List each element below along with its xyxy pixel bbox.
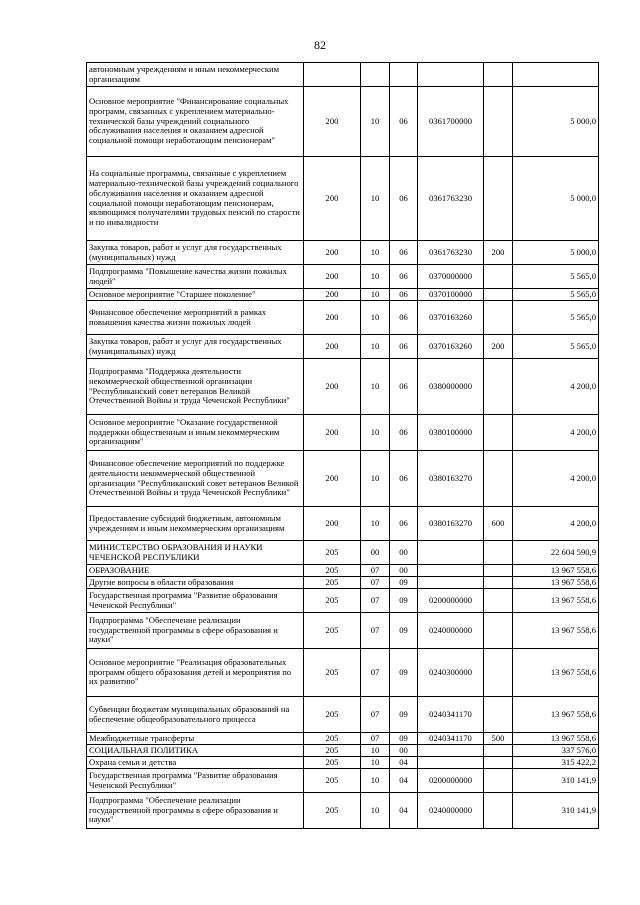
cell-ved: 205 xyxy=(304,793,361,829)
cell-sum: 315 422,2 xyxy=(513,757,599,769)
table-row xyxy=(87,335,599,359)
cell-rz: 10 xyxy=(361,301,390,335)
cell-name: ОБРАЗОВАНИЕ xyxy=(87,565,304,577)
cell-sum: 5 000,0 xyxy=(513,241,599,265)
page-number: 82 xyxy=(314,38,326,52)
cell-sum: 13 967 558,6 xyxy=(513,577,599,589)
cell-csr: 0370163260 xyxy=(418,335,484,359)
cell-ved: 205 xyxy=(304,577,361,589)
cell-name: Подпрограмма "Поддержка деятельности некоммерческой общественной организации "Республиканский совет ветеранов Великой Отечественной Войны и труда Чеченской Республики" xyxy=(87,359,304,415)
cell-sum: 5 000,0 xyxy=(513,157,599,241)
cell-name: Подпрограмма "Повышение качества жизни пожилых людей" xyxy=(87,265,304,289)
cell-vr xyxy=(484,87,513,157)
cell-vr xyxy=(484,769,513,793)
table-row xyxy=(87,241,599,265)
cell-ved: 205 xyxy=(304,649,361,697)
cell-csr: 0361700000 xyxy=(418,87,484,157)
cell-pr: 06 xyxy=(390,335,418,359)
table-row xyxy=(87,589,599,613)
cell-ved: 200 xyxy=(304,241,361,265)
cell-rz: 07 xyxy=(361,613,390,649)
table-row xyxy=(87,745,599,757)
table-row xyxy=(87,301,599,335)
cell-ved xyxy=(304,63,361,87)
cell-sum: 310 141,9 xyxy=(513,769,599,793)
cell-pr: 06 xyxy=(390,301,418,335)
cell-vr xyxy=(484,565,513,577)
cell-ved: 200 xyxy=(304,157,361,241)
cell-name: СОЦИАЛЬНАЯ ПОЛИТИКА xyxy=(87,745,304,757)
cell-name: Субвенции бюджетам муниципальных образований на обеспечение общеобразовательного процесса xyxy=(87,697,304,733)
cell-vr: 200 xyxy=(484,335,513,359)
cell-csr: 0361763230 xyxy=(418,157,484,241)
cell-sum: 4 200,0 xyxy=(513,415,599,451)
cell-pr: 04 xyxy=(390,793,418,829)
cell-pr: 06 xyxy=(390,157,418,241)
cell-rz: 10 xyxy=(361,415,390,451)
cell-sum: 5 565,0 xyxy=(513,289,599,301)
cell-pr: 06 xyxy=(390,87,418,157)
cell-name: Подпрограмма "Обеспечение реализации государственной программы в сфере образования и науки" xyxy=(87,793,304,829)
cell-sum: 5 565,0 xyxy=(513,301,599,335)
cell-ved: 200 xyxy=(304,301,361,335)
cell-csr xyxy=(418,565,484,577)
cell-rz xyxy=(361,63,390,87)
cell-vr xyxy=(484,157,513,241)
cell-vr xyxy=(484,589,513,613)
table-row xyxy=(87,157,599,241)
cell-name: Охрана семьи и детства xyxy=(87,757,304,769)
cell-vr xyxy=(484,289,513,301)
cell-csr: 0370000000 xyxy=(418,265,484,289)
cell-vr xyxy=(484,649,513,697)
table-row xyxy=(87,87,599,157)
cell-csr: 0240341170 xyxy=(418,733,484,745)
cell-sum: 337 576,0 xyxy=(513,745,599,757)
cell-ved: 200 xyxy=(304,335,361,359)
cell-csr: 0380000000 xyxy=(418,359,484,415)
cell-rz: 07 xyxy=(361,697,390,733)
cell-ved: 200 xyxy=(304,359,361,415)
cell-name: На социальные программы, связанные с укреплением материально-технической базы учреждений социального обслуживания населения и оказанием адресной социальной помощи неработающим пенсионерам, являющимся получателями трудовых пенсий по старости и по инвалидности xyxy=(87,157,304,241)
cell-pr: 04 xyxy=(390,769,418,793)
cell-name: Межбюджетные трансферты xyxy=(87,733,304,745)
cell-ved: 200 xyxy=(304,415,361,451)
cell-name: Финансовое обеспечение мероприятий в рамках повышения качества жизни пожилых людей xyxy=(87,301,304,335)
cell-sum: 13 967 558,6 xyxy=(513,649,599,697)
cell-pr xyxy=(390,63,418,87)
cell-sum: 4 200,0 xyxy=(513,359,599,415)
cell-pr: 06 xyxy=(390,359,418,415)
cell-ved: 200 xyxy=(304,507,361,541)
cell-pr: 09 xyxy=(390,613,418,649)
cell-ved: 205 xyxy=(304,757,361,769)
cell-rz: 07 xyxy=(361,589,390,613)
cell-ved: 200 xyxy=(304,265,361,289)
cell-rz: 10 xyxy=(361,507,390,541)
cell-name: автономным учреждениям и иным некоммерческим организациям xyxy=(87,63,304,87)
cell-name: Государственная программа "Развитие образования Чеченской Республики" xyxy=(87,769,304,793)
cell-sum: 22 604 590,9 xyxy=(513,541,599,565)
table-row xyxy=(87,359,599,415)
cell-name: Основное мероприятие "Финансирование социальных программ, связанных с укреплением материально-технической базы учреждений социального обслуживания населения и оказанием адресной социальной помощи неработающим пенсионерам" xyxy=(87,87,304,157)
cell-vr xyxy=(484,793,513,829)
cell-vr xyxy=(484,697,513,733)
table-row xyxy=(87,613,599,649)
cell-pr: 09 xyxy=(390,697,418,733)
cell-vr xyxy=(484,577,513,589)
cell-csr xyxy=(418,63,484,87)
cell-pr: 06 xyxy=(390,265,418,289)
cell-pr: 09 xyxy=(390,577,418,589)
cell-csr: 0380163270 xyxy=(418,451,484,507)
cell-pr: 06 xyxy=(390,451,418,507)
cell-csr: 0240300000 xyxy=(418,649,484,697)
table-row xyxy=(87,649,599,697)
budget-table xyxy=(86,62,599,829)
cell-pr: 04 xyxy=(390,757,418,769)
table-row xyxy=(87,415,599,451)
cell-sum: 310 141,9 xyxy=(513,793,599,829)
cell-csr xyxy=(418,577,484,589)
cell-rz: 07 xyxy=(361,577,390,589)
cell-rz: 10 xyxy=(361,745,390,757)
cell-vr: 500 xyxy=(484,733,513,745)
cell-rz: 10 xyxy=(361,289,390,301)
cell-name: Основное мероприятие "Реализация образовательных программ общего образования детей и мероприятия по их развитию" xyxy=(87,649,304,697)
cell-ved: 205 xyxy=(304,589,361,613)
cell-sum xyxy=(513,63,599,87)
cell-pr: 06 xyxy=(390,415,418,451)
cell-sum: 5 565,0 xyxy=(513,335,599,359)
cell-rz: 07 xyxy=(361,649,390,697)
cell-csr xyxy=(418,745,484,757)
cell-sum: 4 200,0 xyxy=(513,507,599,541)
cell-pr: 00 xyxy=(390,745,418,757)
cell-name: Основное мероприятие "Старшее поколение" xyxy=(87,289,304,301)
cell-csr: 0370163260 xyxy=(418,301,484,335)
table-row xyxy=(87,265,599,289)
cell-rz: 10 xyxy=(361,769,390,793)
table-row xyxy=(87,451,599,507)
table-row xyxy=(87,757,599,769)
cell-csr: 0200000000 xyxy=(418,769,484,793)
cell-pr: 09 xyxy=(390,733,418,745)
cell-csr: 0240341170 xyxy=(418,697,484,733)
cell-ved: 205 xyxy=(304,541,361,565)
cell-csr: 0200000000 xyxy=(418,589,484,613)
cell-sum: 13 967 558,6 xyxy=(513,589,599,613)
cell-pr: 09 xyxy=(390,589,418,613)
cell-pr: 09 xyxy=(390,649,418,697)
cell-sum: 13 967 558,6 xyxy=(513,733,599,745)
cell-ved: 200 xyxy=(304,451,361,507)
table-row xyxy=(87,289,599,301)
cell-name: Подпрограмма "Обеспечение реализации государственной программы в сфере образования и науки" xyxy=(87,613,304,649)
cell-rz: 10 xyxy=(361,265,390,289)
cell-vr xyxy=(484,541,513,565)
cell-pr: 06 xyxy=(390,289,418,301)
cell-csr: 0361763230 xyxy=(418,241,484,265)
cell-csr: 0380163270 xyxy=(418,507,484,541)
cell-vr xyxy=(484,265,513,289)
budget-table-body xyxy=(87,63,599,829)
cell-ved: 205 xyxy=(304,745,361,757)
cell-csr xyxy=(418,541,484,565)
cell-sum: 13 967 558,6 xyxy=(513,613,599,649)
cell-csr xyxy=(418,757,484,769)
cell-sum: 13 967 558,6 xyxy=(513,565,599,577)
cell-rz: 10 xyxy=(361,335,390,359)
cell-name: Закупка товаров, работ и услуг для государственных (муниципальных) нужд xyxy=(87,335,304,359)
cell-vr xyxy=(484,745,513,757)
cell-rz: 10 xyxy=(361,87,390,157)
cell-vr xyxy=(484,301,513,335)
cell-csr: 0240000000 xyxy=(418,793,484,829)
cell-vr: 200 xyxy=(484,241,513,265)
table-row xyxy=(87,577,599,589)
cell-pr: 06 xyxy=(390,241,418,265)
cell-csr: 0370100000 xyxy=(418,289,484,301)
cell-name: Основное мероприятие "Оказание государственной поддержки общественным и иным некоммерческим организациям" xyxy=(87,415,304,451)
cell-name: Другие вопросы в области образования xyxy=(87,577,304,589)
table-row xyxy=(87,63,599,87)
cell-name: МИНИСТЕРСТВО ОБРАЗОВАНИЯ И НАУКИ ЧЕЧЕНСКОЙ РЕСПУБЛИКИ xyxy=(87,541,304,565)
cell-ved: 200 xyxy=(304,87,361,157)
cell-vr: 600 xyxy=(484,507,513,541)
table-row xyxy=(87,769,599,793)
table-row xyxy=(87,541,599,565)
cell-vr xyxy=(484,415,513,451)
cell-sum: 4 200,0 xyxy=(513,451,599,507)
cell-name: Государственная программа "Развитие образования Чеченской Республики" xyxy=(87,589,304,613)
cell-rz: 07 xyxy=(361,733,390,745)
cell-vr xyxy=(484,757,513,769)
cell-vr xyxy=(484,63,513,87)
cell-name: Финансовое обеспечение мероприятий по поддержке деятельности некоммерческой общественной организации "Республиканский совет ветеранов Великой Отечественной Войны и труда Чеченской Республики" xyxy=(87,451,304,507)
table-row xyxy=(87,697,599,733)
cell-rz: 10 xyxy=(361,241,390,265)
cell-sum: 5 565,0 xyxy=(513,265,599,289)
cell-pr: 00 xyxy=(390,541,418,565)
cell-sum: 5 000,0 xyxy=(513,87,599,157)
cell-csr: 0240000000 xyxy=(418,613,484,649)
cell-rz: 10 xyxy=(361,359,390,415)
cell-vr xyxy=(484,613,513,649)
table-row xyxy=(87,793,599,829)
cell-rz: 10 xyxy=(361,793,390,829)
cell-csr: 0380100000 xyxy=(418,415,484,451)
cell-vr xyxy=(484,359,513,415)
cell-rz: 00 xyxy=(361,541,390,565)
table-row xyxy=(87,507,599,541)
cell-rz: 10 xyxy=(361,451,390,507)
cell-name: Предоставление субсидий бюджетным, автономным учреждениям и иным некоммерческим организациям xyxy=(87,507,304,541)
cell-sum: 13 967 558,6 xyxy=(513,697,599,733)
cell-ved: 205 xyxy=(304,565,361,577)
cell-rz: 07 xyxy=(361,565,390,577)
cell-ved: 205 xyxy=(304,769,361,793)
cell-rz: 10 xyxy=(361,157,390,241)
cell-ved: 205 xyxy=(304,697,361,733)
cell-name: Закупка товаров, работ и услуг для государственных (муниципальных) нужд xyxy=(87,241,304,265)
cell-pr: 00 xyxy=(390,565,418,577)
cell-ved: 200 xyxy=(304,289,361,301)
cell-ved: 205 xyxy=(304,733,361,745)
table-row xyxy=(87,565,599,577)
table-row xyxy=(87,733,599,745)
cell-ved: 205 xyxy=(304,613,361,649)
cell-vr xyxy=(484,451,513,507)
cell-rz: 10 xyxy=(361,757,390,769)
cell-pr: 06 xyxy=(390,507,418,541)
